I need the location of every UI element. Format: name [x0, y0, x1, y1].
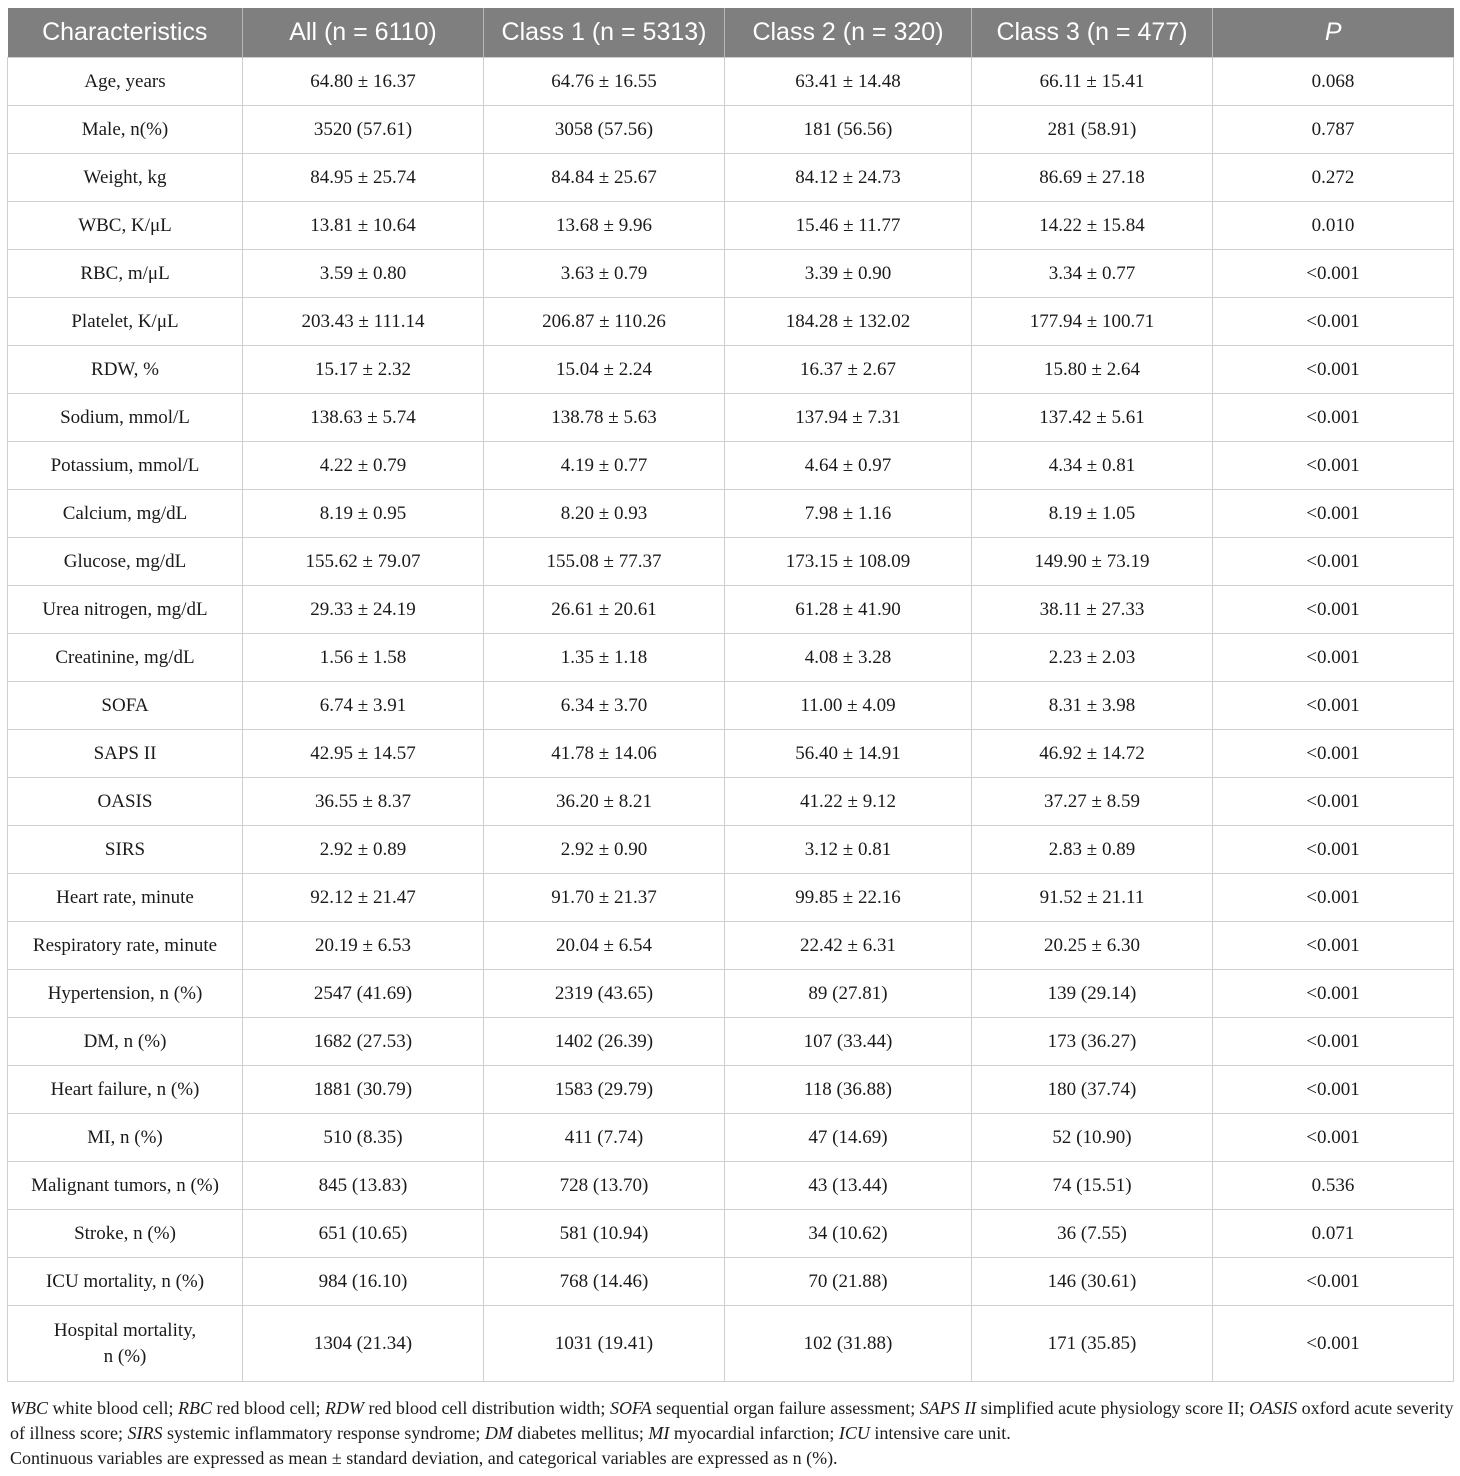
table-row: [8, 1210, 1454, 1258]
cell-p-value: 0.787: [1213, 106, 1454, 154]
cell-all: 3.59 ± 0.80: [243, 250, 484, 298]
cell-characteristic: DM, n (%): [8, 1018, 243, 1066]
abbreviation-term: ICU: [838, 1423, 870, 1443]
cell-all: 984 (16.10): [243, 1258, 484, 1306]
cell-class-1: 13.68 ± 9.96: [484, 202, 725, 250]
cell-characteristic: Heart rate, minute: [8, 874, 243, 922]
table-row: [8, 1114, 1454, 1162]
table-row: [8, 1018, 1454, 1066]
cell-p-value: <0.001: [1213, 250, 1454, 298]
table-row: [8, 922, 1454, 970]
cell-characteristic: Hypertension, n (%): [8, 970, 243, 1018]
cell-class-1: 36.20 ± 8.21: [484, 778, 725, 826]
table-row: [8, 1306, 1454, 1382]
cell-class-2: 137.94 ± 7.31: [725, 394, 972, 442]
cell-class-3: 146 (30.61): [972, 1258, 1213, 1306]
table-row: [8, 490, 1454, 538]
cell-all: 8.19 ± 0.95: [243, 490, 484, 538]
table-row: [8, 826, 1454, 874]
cell-characteristic: Sodium, mmol/L: [8, 394, 243, 442]
cell-characteristic: SOFA: [8, 682, 243, 730]
cell-characteristic: Urea nitrogen, mg/dL: [8, 586, 243, 634]
cell-characteristic: Hospital mortality, n (%): [8, 1306, 243, 1382]
cell-all: 15.17 ± 2.32: [243, 346, 484, 394]
table-row: [8, 106, 1454, 154]
cell-all: 20.19 ± 6.53: [243, 922, 484, 970]
abbreviation-definition: diabetes mellitus;: [512, 1423, 649, 1443]
cell-class-3: 149.90 ± 73.19: [972, 538, 1213, 586]
cell-class-1: 728 (13.70): [484, 1162, 725, 1210]
cell-class-2: 3.39 ± 0.90: [725, 250, 972, 298]
cell-class-3: 37.27 ± 8.59: [972, 778, 1213, 826]
cell-class-2: 102 (31.88): [725, 1306, 972, 1382]
cell-class-1: 41.78 ± 14.06: [484, 730, 725, 778]
cell-p-value: <0.001: [1213, 778, 1454, 826]
cell-class-3: 2.83 ± 0.89: [972, 826, 1213, 874]
abbreviation-term: SAPS II: [919, 1398, 977, 1418]
cell-class-3: 180 (37.74): [972, 1066, 1213, 1114]
abbreviation-term: DM: [484, 1423, 513, 1443]
cell-characteristic: SIRS: [8, 826, 243, 874]
cell-characteristic: SAPS II: [8, 730, 243, 778]
header-row: [8, 8, 1454, 58]
cell-class-1: 6.34 ± 3.70: [484, 682, 725, 730]
cell-class-2: 15.46 ± 11.77: [725, 202, 972, 250]
cell-all: 42.95 ± 14.57: [243, 730, 484, 778]
abbreviation-term: WBC: [10, 1398, 48, 1418]
cell-all: 1881 (30.79): [243, 1066, 484, 1114]
table-row: [8, 250, 1454, 298]
cell-p-value: 0.068: [1213, 58, 1454, 106]
cell-all: 1.56 ± 1.58: [243, 634, 484, 682]
cell-class-2: 22.42 ± 6.31: [725, 922, 972, 970]
table-row: [8, 778, 1454, 826]
cell-p-value: 0.536: [1213, 1162, 1454, 1210]
table-row: [8, 58, 1454, 106]
table-row: [8, 970, 1454, 1018]
characteristics-table-container: [7, 8, 1453, 1382]
cell-class-3: 4.34 ± 0.81: [972, 442, 1213, 490]
cell-class-1: 138.78 ± 5.63: [484, 394, 725, 442]
cell-all: 203.43 ± 111.14: [243, 298, 484, 346]
cell-p-value: <0.001: [1213, 346, 1454, 394]
table-row: [8, 730, 1454, 778]
characteristics-table: [7, 8, 1454, 1382]
cell-class-3: 171 (35.85): [972, 1306, 1213, 1382]
cell-p-value: <0.001: [1213, 442, 1454, 490]
cell-class-2: 3.12 ± 0.81: [725, 826, 972, 874]
cell-characteristic: Creatinine, mg/dL: [8, 634, 243, 682]
table-row: [8, 682, 1454, 730]
cell-class-3: 20.25 ± 6.30: [972, 922, 1213, 970]
cell-all: 1304 (21.34): [243, 1306, 484, 1382]
cell-all: 2.92 ± 0.89: [243, 826, 484, 874]
cell-class-2: 181 (56.56): [725, 106, 972, 154]
cell-characteristic: Malignant tumors, n (%): [8, 1162, 243, 1210]
cell-class-3: 14.22 ± 15.84: [972, 202, 1213, 250]
cell-p-value: <0.001: [1213, 538, 1454, 586]
table-row: [8, 346, 1454, 394]
cell-class-3: 52 (10.90): [972, 1114, 1213, 1162]
cell-characteristic: Stroke, n (%): [8, 1210, 243, 1258]
table-row: [8, 1258, 1454, 1306]
cell-characteristic: MI, n (%): [8, 1114, 243, 1162]
cell-class-1: 3058 (57.56): [484, 106, 725, 154]
table-header: [8, 8, 1454, 58]
cell-class-3: 281 (58.91): [972, 106, 1213, 154]
abbreviation-definition: myocardial infarction;: [669, 1423, 839, 1443]
table-footnote: [10, 1396, 1456, 1471]
cell-class-3: 15.80 ± 2.64: [972, 346, 1213, 394]
cell-class-3: 177.94 ± 100.71: [972, 298, 1213, 346]
cell-class-1: 768 (14.46): [484, 1258, 725, 1306]
cell-class-1: 155.08 ± 77.37: [484, 538, 725, 586]
cell-all: 2547 (41.69): [243, 970, 484, 1018]
abbreviation-definition: systemic inflammatory response syndrome;: [162, 1423, 485, 1443]
cell-p-value: 0.272: [1213, 154, 1454, 202]
cell-class-2: 184.28 ± 132.02: [725, 298, 972, 346]
cell-characteristic: Age, years: [8, 58, 243, 106]
cell-class-1: 206.87 ± 110.26: [484, 298, 725, 346]
cell-class-2: 4.08 ± 3.28: [725, 634, 972, 682]
cell-characteristic: Potassium, mmol/L: [8, 442, 243, 490]
cell-all: 510 (8.35): [243, 1114, 484, 1162]
cell-class-1: 91.70 ± 21.37: [484, 874, 725, 922]
abbreviation-definition: white blood cell;: [48, 1398, 178, 1418]
cell-class-1: 411 (7.74): [484, 1114, 725, 1162]
cell-all: 3520 (57.61): [243, 106, 484, 154]
cell-class-2: 41.22 ± 9.12: [725, 778, 972, 826]
cell-characteristic: ICU mortality, n (%): [8, 1258, 243, 1306]
cell-p-value: <0.001: [1213, 1114, 1454, 1162]
cell-p-value: <0.001: [1213, 1306, 1454, 1382]
cell-p-value: <0.001: [1213, 586, 1454, 634]
abbreviation-term: RBC: [177, 1398, 212, 1418]
cell-class-1: 4.19 ± 0.77: [484, 442, 725, 490]
cell-all: 6.74 ± 3.91: [243, 682, 484, 730]
table-row: [8, 538, 1454, 586]
cell-class-3: 46.92 ± 14.72: [972, 730, 1213, 778]
abbreviation-definition: sequential organ failure assessment;: [651, 1398, 920, 1418]
cell-class-1: 20.04 ± 6.54: [484, 922, 725, 970]
abbreviation-definition: oxford acute severity of illness score;: [10, 1398, 1454, 1443]
cell-class-3: 91.52 ± 21.11: [972, 874, 1213, 922]
cell-characteristic: RBC, m/μL: [8, 250, 243, 298]
cell-class-1: 2.92 ± 0.90: [484, 826, 725, 874]
cell-p-value: <0.001: [1213, 298, 1454, 346]
cell-class-2: 63.41 ± 14.48: [725, 58, 972, 106]
header-class-2: Class 2 (n = 320): [725, 8, 972, 58]
cell-p-value: <0.001: [1213, 394, 1454, 442]
cell-class-3: 8.19 ± 1.05: [972, 490, 1213, 538]
cell-class-2: 89 (27.81): [725, 970, 972, 1018]
cell-all: 138.63 ± 5.74: [243, 394, 484, 442]
cell-p-value: 0.071: [1213, 1210, 1454, 1258]
cell-class-1: 1031 (19.41): [484, 1306, 725, 1382]
cell-class-2: 11.00 ± 4.09: [725, 682, 972, 730]
cell-class-2: 107 (33.44): [725, 1018, 972, 1066]
cell-characteristic: Male, n(%): [8, 106, 243, 154]
cell-characteristic: Platelet, K/μL: [8, 298, 243, 346]
abbreviation-definition: red blood cell distribution width;: [363, 1398, 610, 1418]
cell-characteristic: WBC, K/μL: [8, 202, 243, 250]
cell-p-value: <0.001: [1213, 1066, 1454, 1114]
cell-class-1: 1583 (29.79): [484, 1066, 725, 1114]
cell-all: 651 (10.65): [243, 1210, 484, 1258]
cell-class-3: 173 (36.27): [972, 1018, 1213, 1066]
cell-class-2: 56.40 ± 14.91: [725, 730, 972, 778]
abbreviation-term: SIRS: [127, 1423, 163, 1443]
cell-class-2: 99.85 ± 22.16: [725, 874, 972, 922]
cell-class-1: 2319 (43.65): [484, 970, 725, 1018]
table-body: [8, 58, 1454, 1382]
cell-p-value: <0.001: [1213, 490, 1454, 538]
table-row: [8, 202, 1454, 250]
abbreviation-term: MI: [648, 1423, 670, 1443]
cell-characteristic: Heart failure, n (%): [8, 1066, 243, 1114]
table-row: [8, 874, 1454, 922]
cell-p-value: <0.001: [1213, 682, 1454, 730]
abbreviation-definition: simplified acute physiology score II;: [976, 1398, 1250, 1418]
cell-class-3: 2.23 ± 2.03: [972, 634, 1213, 682]
cell-all: 4.22 ± 0.79: [243, 442, 484, 490]
cell-all: 84.95 ± 25.74: [243, 154, 484, 202]
cell-class-2: 4.64 ± 0.97: [725, 442, 972, 490]
cell-p-value: <0.001: [1213, 874, 1454, 922]
cell-all: 92.12 ± 21.47: [243, 874, 484, 922]
cell-class-3: 36 (7.55): [972, 1210, 1213, 1258]
cell-class-1: 64.76 ± 16.55: [484, 58, 725, 106]
cell-class-1: 3.63 ± 0.79: [484, 250, 725, 298]
cell-characteristic: RDW, %: [8, 346, 243, 394]
table-row: [8, 586, 1454, 634]
table-row: [8, 1162, 1454, 1210]
cell-all: 29.33 ± 24.19: [243, 586, 484, 634]
cell-class-1: 1402 (26.39): [484, 1018, 725, 1066]
cell-class-3: 74 (15.51): [972, 1162, 1213, 1210]
cell-class-1: 581 (10.94): [484, 1210, 725, 1258]
cell-characteristic: Weight, kg: [8, 154, 243, 202]
cell-all: 13.81 ± 10.64: [243, 202, 484, 250]
cell-class-2: 34 (10.62): [725, 1210, 972, 1258]
cell-class-1: 1.35 ± 1.18: [484, 634, 725, 682]
cell-all: 155.62 ± 79.07: [243, 538, 484, 586]
cell-class-3: 3.34 ± 0.77: [972, 250, 1213, 298]
cell-all: 845 (13.83): [243, 1162, 484, 1210]
table-row: [8, 298, 1454, 346]
abbreviation-term: OASIS: [1249, 1398, 1298, 1418]
table-row: [8, 634, 1454, 682]
header-class-1: Class 1 (n = 5313): [484, 8, 725, 58]
cell-class-2: 43 (13.44): [725, 1162, 972, 1210]
cell-p-value: <0.001: [1213, 970, 1454, 1018]
abbreviation-note: [10, 1396, 1456, 1446]
cell-p-value: <0.001: [1213, 730, 1454, 778]
cell-class-1: 8.20 ± 0.93: [484, 490, 725, 538]
abbreviation-term: SOFA: [609, 1398, 652, 1418]
cell-p-value: <0.001: [1213, 634, 1454, 682]
header-characteristics: Characteristics: [8, 8, 243, 58]
statistics-note: Continuous variables are expressed as mean ± standard deviation, and categorical variables are expressed as n (%).: [10, 1448, 838, 1468]
cell-p-value: 0.010: [1213, 202, 1454, 250]
table-row: [8, 1066, 1454, 1114]
cell-class-2: 16.37 ± 2.67: [725, 346, 972, 394]
cell-p-value: <0.001: [1213, 1258, 1454, 1306]
cell-characteristic: Glucose, mg/dL: [8, 538, 243, 586]
abbreviation-definition: intensive care unit.: [869, 1423, 1011, 1443]
header-p-value: P: [1213, 8, 1454, 58]
cell-characteristic: OASIS: [8, 778, 243, 826]
table-row: [8, 394, 1454, 442]
table-row: [8, 154, 1454, 202]
cell-p-value: <0.001: [1213, 826, 1454, 874]
cell-class-2: 47 (14.69): [725, 1114, 972, 1162]
header-all: All (n = 6110): [243, 8, 484, 58]
abbreviation-term: RDW: [324, 1398, 364, 1418]
cell-class-2: 173.15 ± 108.09: [725, 538, 972, 586]
cell-p-value: <0.001: [1213, 1018, 1454, 1066]
cell-class-1: 84.84 ± 25.67: [484, 154, 725, 202]
cell-class-3: 66.11 ± 15.41: [972, 58, 1213, 106]
cell-class-2: 61.28 ± 41.90: [725, 586, 972, 634]
cell-class-3: 139 (29.14): [972, 970, 1213, 1018]
cell-p-value: <0.001: [1213, 922, 1454, 970]
cell-characteristic: Calcium, mg/dL: [8, 490, 243, 538]
cell-characteristic: Respiratory rate, minute: [8, 922, 243, 970]
cell-class-2: 84.12 ± 24.73: [725, 154, 972, 202]
cell-class-3: 86.69 ± 27.18: [972, 154, 1213, 202]
cell-class-3: 8.31 ± 3.98: [972, 682, 1213, 730]
cell-all: 36.55 ± 8.37: [243, 778, 484, 826]
cell-class-2: 7.98 ± 1.16: [725, 490, 972, 538]
cell-class-1: 15.04 ± 2.24: [484, 346, 725, 394]
table-row: [8, 442, 1454, 490]
cell-all: 1682 (27.53): [243, 1018, 484, 1066]
cell-class-2: 118 (36.88): [725, 1066, 972, 1114]
cell-class-1: 26.61 ± 20.61: [484, 586, 725, 634]
abbreviation-definition: red blood cell;: [211, 1398, 325, 1418]
cell-class-2: 70 (21.88): [725, 1258, 972, 1306]
cell-class-3: 38.11 ± 27.33: [972, 586, 1213, 634]
cell-all: 64.80 ± 16.37: [243, 58, 484, 106]
header-class-3: Class 3 (n = 477): [972, 8, 1213, 58]
cell-class-3: 137.42 ± 5.61: [972, 394, 1213, 442]
